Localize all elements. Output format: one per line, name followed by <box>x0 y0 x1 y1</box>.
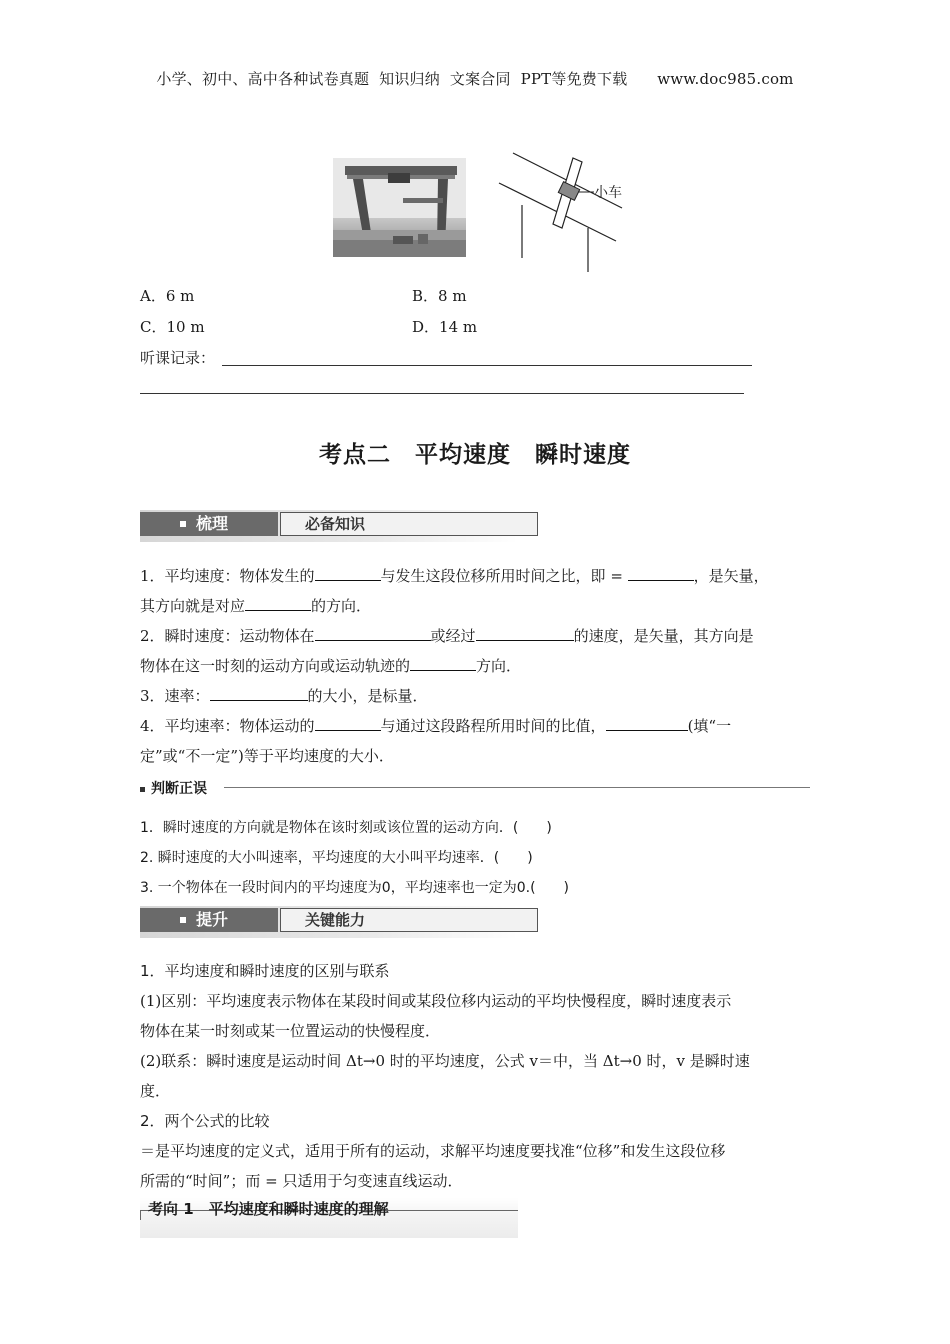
fill-blank[interactable] <box>476 624 574 641</box>
fill-blank[interactable] <box>210 684 308 701</box>
notes-line-2[interactable] <box>140 393 744 394</box>
fill-blank[interactable] <box>628 564 694 581</box>
text: ，是矢量， <box>693 567 769 585</box>
ability-heading-2: 2．两个公式的比较 <box>140 1112 270 1130</box>
fill-blank[interactable] <box>606 714 688 731</box>
ability-compare-2: 所需的“时间”；而 = 只适用于匀变速直线运动． <box>140 1172 463 1190</box>
notes-label: 听课记录： <box>140 349 216 367</box>
kaoxiang-tick <box>140 1210 141 1220</box>
banner-dark-tab <box>140 908 278 932</box>
kaoxiang-label: 考向 1 平均速度和瞬时速度的理解 <box>148 1200 389 1218</box>
fill-blank[interactable] <box>410 654 476 671</box>
text: 方向． <box>476 657 522 675</box>
ability-link-1: (2)联系：瞬时速度是运动时间 Δt→0 时的平均速度，公式 v＝中，当 Δt→0 时，v 是瞬时速 <box>140 1052 750 1070</box>
text: 的速度，是矢量，其方向是 <box>573 627 754 645</box>
banner-left-label: 提升 <box>196 910 229 929</box>
text: 定”或“不一定”)等于平均速度的大小． <box>140 747 394 765</box>
text: 其方向就是对应 <box>140 597 246 615</box>
text: 3．速率： <box>140 687 210 705</box>
notes-line-1[interactable] <box>222 365 752 366</box>
knowledge-item-3 <box>140 681 822 711</box>
text: 1．平均速度：物体发生的 <box>140 567 315 585</box>
crane-photo-image <box>333 158 466 257</box>
fill-blank[interactable] <box>315 714 381 731</box>
judge-item-1[interactable]: 1．瞬时速度的方向就是物体在该时刻或该位置的运动方向．( ) <box>140 820 552 836</box>
text: (填“一 <box>687 717 732 735</box>
banner-left-label: 梳理 <box>196 514 229 533</box>
banner-shuli <box>140 510 518 542</box>
text: 的方向． <box>311 597 372 615</box>
judge-title: 判断正误 <box>151 781 207 797</box>
text: 的大小，是标量． <box>307 687 428 705</box>
text: 与发生这段位移所用时间之比，即 = <box>380 567 628 585</box>
text: 或经过 <box>430 627 476 645</box>
ability-link-2: 度． <box>140 1082 171 1100</box>
ability-diff-2: 物体在某一时刻或某一位置运动的快慢程度． <box>140 1022 441 1040</box>
ability-diff-1: (1)区别：平均速度表示物体在某段时间或某段位移内运动的平均快慢程度，瞬时速度表示 <box>140 992 732 1010</box>
option-c[interactable]: C．10 m <box>140 318 205 336</box>
ability-compare-1: ＝是平均速度的定义式，适用于所有的运动，求解平均速度要找准“位移”和发生这段位移 <box>140 1142 726 1160</box>
knowledge-item-1 <box>140 561 822 621</box>
square-icon <box>180 521 186 527</box>
ability-heading-1: 1．平均速度和瞬时速度的区别与联系 <box>140 962 390 980</box>
text: 物体在这一时刻的运动方向或运动轨迹的 <box>140 657 411 675</box>
banner-tisheng <box>140 906 518 938</box>
option-d[interactable]: D．14 m <box>412 318 478 336</box>
banner-right-label: 关键能力 <box>280 908 538 932</box>
kaoxiang-heading <box>140 1198 518 1238</box>
fill-blank[interactable] <box>315 624 431 641</box>
crane-photo <box>333 158 466 257</box>
option-a[interactable]: A．6 m <box>140 287 195 305</box>
option-b[interactable]: B．8 m <box>412 287 467 305</box>
page-header: 小学、初中、高中各种试卷真题 知识归纳 文案合同 PPT等免费下载 www.doc985.com <box>156 70 794 88</box>
judge-item-2[interactable]: 2. 瞬时速度的大小叫速率，平均速度的大小叫平均速率．( ) <box>140 850 533 866</box>
square-icon <box>140 787 145 792</box>
banner-right-label: 必备知识 <box>280 512 538 536</box>
trolley-label: 小车 <box>594 185 622 201</box>
judge-item-3[interactable]: 3. 一个物体在一段时间内的平均速度为0，平均速率也一定为0.( ) <box>140 880 569 896</box>
judge-divider <box>224 787 810 788</box>
banner-dark-tab <box>140 512 278 536</box>
square-icon <box>180 917 186 923</box>
knowledge-item-2 <box>140 621 822 681</box>
knowledge-item-4 <box>140 711 822 771</box>
text: 4．平均速率：物体运动的 <box>140 717 315 735</box>
text: 2．瞬时速度：运动物体在 <box>140 627 315 645</box>
section-title: 考点二 平均速度 瞬时速度 <box>319 442 631 468</box>
text: 与通过这段路程所用时间的比值， <box>380 717 606 735</box>
judge-header <box>140 778 810 798</box>
fill-blank[interactable] <box>315 564 381 581</box>
fill-blank[interactable] <box>245 594 311 611</box>
trolley-diagram <box>496 148 636 276</box>
